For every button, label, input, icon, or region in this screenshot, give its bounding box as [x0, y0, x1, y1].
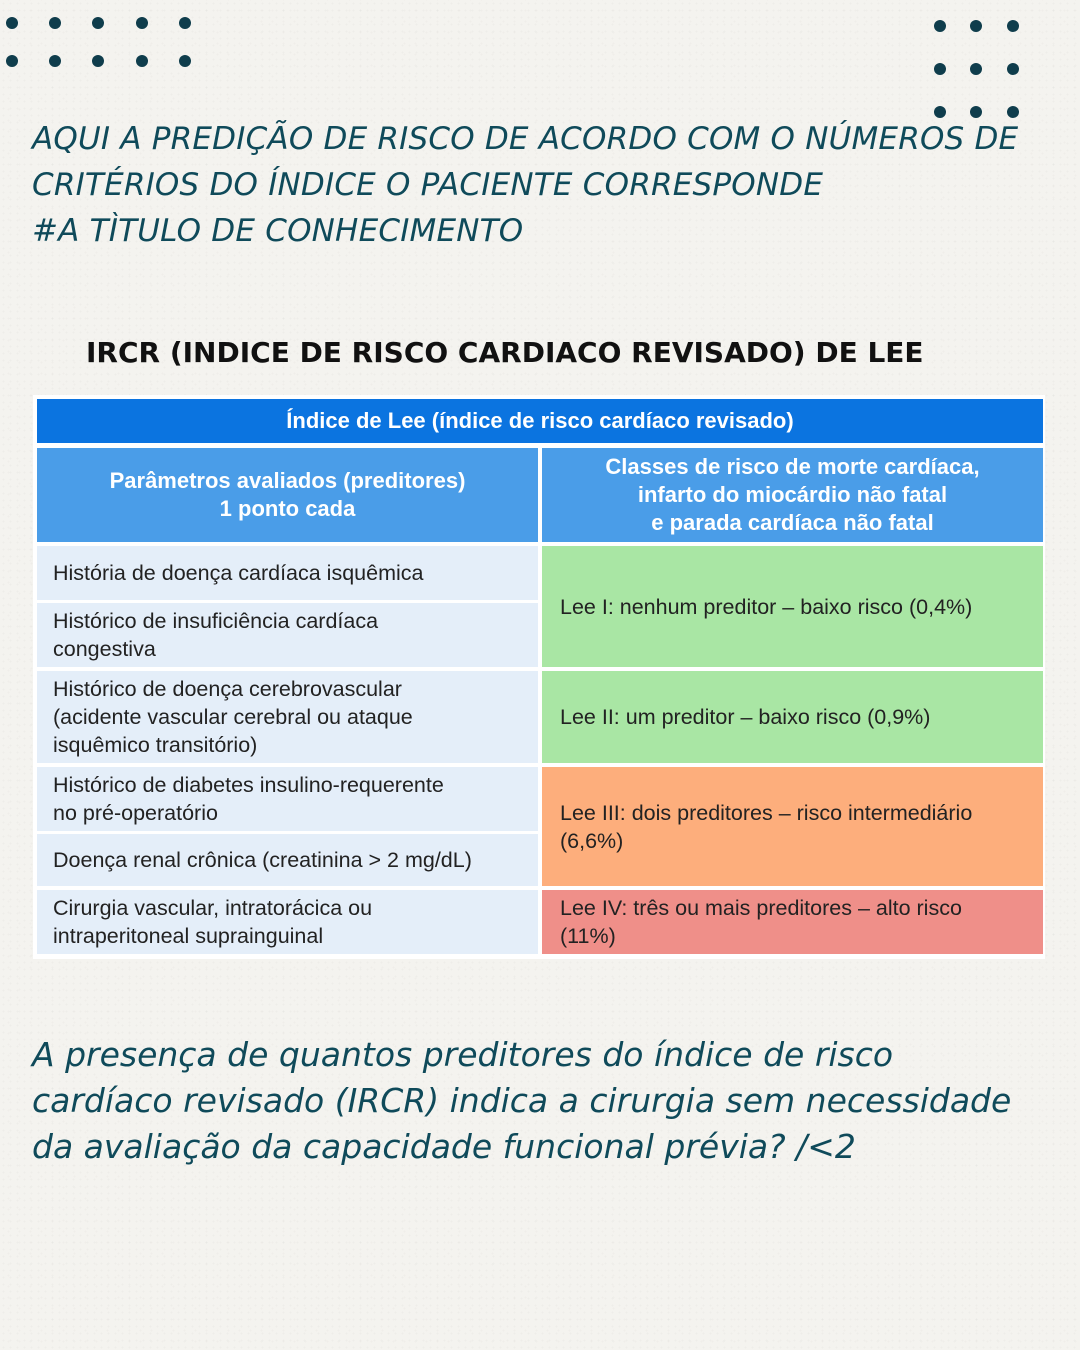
parameter-cell [37, 603, 538, 667]
table-header: Índice de Lee (índice de risco cardíaco revisado) [37, 399, 1043, 443]
risk-class-cell-lee-1 [542, 546, 1043, 667]
dot-icon [49, 17, 61, 29]
intro-line: #A TÌTULO DE CONHECIMENTO [32, 213, 524, 249]
intro-line: CRITÉRIOS DO ÍNDICE O PACIENTE CORRESPONDE [32, 167, 824, 203]
parameter-text: Cirurgia vascular, intratorácica ou [53, 896, 373, 920]
question-line: A presença de quantos preditores do índice de risco [32, 1035, 894, 1074]
question-line: da avaliação da capacidade funcional prévia? /<2 [32, 1127, 856, 1166]
dot-icon [92, 17, 104, 29]
parameter-cell [37, 671, 538, 763]
column-header-line: Parâmetros avaliados (preditores) [109, 468, 466, 493]
parameter-cell [37, 834, 538, 886]
dot-icon [92, 55, 104, 67]
parameter-text: Histórico de diabetes insulino-requerente [53, 773, 444, 797]
lee-index-table [33, 395, 1045, 959]
intro-line: AQUI A PREDIÇÃO DE RISCO DE ACORDO COM O NÚMEROS DE [32, 121, 1019, 157]
question-line: cardíaco revisado (IRCR) indica a cirurgia sem necessidade [32, 1081, 1012, 1120]
dot-icon [1007, 20, 1019, 32]
dot-icon [6, 17, 18, 29]
parameter-cell [37, 890, 538, 954]
parameter-cell [37, 546, 538, 600]
dot-icon [49, 55, 61, 67]
parameter-text: congestiva [53, 637, 156, 661]
column-header-risk-classes [542, 448, 1043, 542]
risk-class-text: (11%) [560, 924, 616, 948]
risk-class-cell-lee-2 [542, 671, 1043, 763]
column-header-line: e parada cardíaca não fatal [651, 510, 934, 535]
table-title: IRCR (INDICE DE RISCO CARDIACO REVISADO) DE LEE [86, 336, 924, 369]
column-header-line: 1 ponto cada [219, 496, 356, 521]
dot-icon [934, 63, 946, 75]
column-header-line: Classes de risco de morte cardíaca, [605, 454, 980, 479]
parameter-text: no pré-operatório [53, 801, 218, 825]
risk-class-cell-lee-3 [542, 767, 1043, 886]
dot-icon [179, 17, 191, 29]
dot-icon [970, 63, 982, 75]
risk-class-text: Lee IV: três ou mais preditores – alto risco [560, 896, 962, 920]
dot-icon [934, 20, 946, 32]
parameter-text: isquêmico transitório) [53, 733, 258, 757]
parameter-text: Doença renal crônica (creatinina > 2 mg/dL) [53, 848, 472, 872]
dot-icon [136, 55, 148, 67]
dot-icon [179, 55, 191, 67]
decorative-dots-top-right [920, 0, 1040, 130]
risk-class-text: Lee III: dois preditores – risco intermediário [560, 800, 973, 825]
parameter-text: intraperitoneal suprainguinal [53, 924, 324, 948]
dot-icon [6, 55, 18, 67]
intro-text [32, 116, 1052, 254]
column-header-line: infarto do miocárdio não fatal [637, 482, 948, 507]
parameter-cell [37, 767, 538, 831]
question-text [32, 1032, 1062, 1170]
risk-class-text: (6,6%) [560, 828, 624, 853]
column-header-parameters [37, 448, 538, 542]
risk-class-text: Lee II: um preditor – baixo risco (0,9%) [560, 705, 931, 729]
dot-icon [970, 20, 982, 32]
parameter-text: História de doença cardíaca isquêmica [53, 561, 424, 585]
risk-class-cell-lee-4 [542, 890, 1043, 954]
dot-icon [1007, 63, 1019, 75]
dot-icon [136, 17, 148, 29]
parameter-text: Histórico de insuficiência cardíaca [53, 609, 379, 633]
parameter-text: (acidente vascular cerebral ou ataque [53, 705, 413, 729]
risk-class-text: Lee I: nenhum preditor – baixo risco (0,4%) [560, 594, 973, 619]
parameter-text: Histórico de doença cerebrovascular [53, 677, 402, 701]
decorative-dots-top-left [0, 0, 200, 80]
